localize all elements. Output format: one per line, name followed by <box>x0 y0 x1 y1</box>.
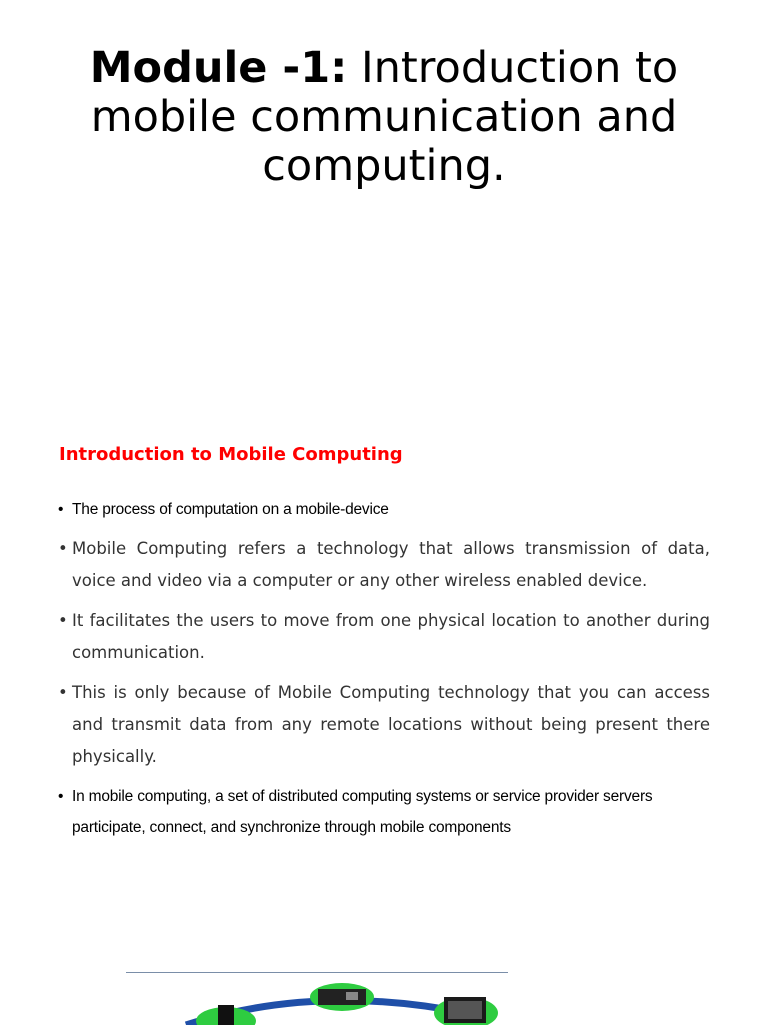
bullet-item <box>58 605 710 669</box>
bullet-text: In mobile computing, a set of distributed computing systems or service provider servers participate, connect, and synchronize through mobile components <box>72 788 652 836</box>
mobile-network-figure <box>126 972 508 1025</box>
bullet-icon: • <box>58 605 68 637</box>
laptop-screen-icon <box>448 1001 482 1019</box>
bullet-text: This is only because of Mobile Computing technology that you can access and transmit data from any remote locations without being present there physically. <box>72 683 710 766</box>
bullet-icon: • <box>58 533 68 565</box>
bullet-item <box>58 533 710 597</box>
device-screen-icon <box>346 992 358 1000</box>
bullet-text: The process of computation on a mobile-device <box>72 501 389 518</box>
slide-title <box>30 44 738 191</box>
phone-device-icon <box>218 1005 234 1025</box>
bullet-icon: • <box>58 781 63 812</box>
bullet-icon: • <box>58 494 63 525</box>
bullet-list <box>58 494 710 851</box>
section-heading: Introduction to Mobile Computing <box>59 444 403 465</box>
mobile-network-diagram-icon <box>126 973 508 1025</box>
bullet-item <box>58 494 710 525</box>
bullet-item <box>58 781 710 843</box>
bullet-icon: • <box>58 677 68 709</box>
bullet-text: Mobile Computing refers a technology that allows transmission of data, voice and video via a computer or any other wireless enabled device. <box>72 539 710 590</box>
module-label: Module -1: <box>90 43 348 93</box>
bullet-text: It facilitates the users to move from one physical location to another during communication. <box>72 611 710 662</box>
slide-title-text: Introduction to mobile communication and computing. <box>91 43 679 191</box>
pda-device-icon <box>318 989 366 1005</box>
bullet-item <box>58 677 710 773</box>
